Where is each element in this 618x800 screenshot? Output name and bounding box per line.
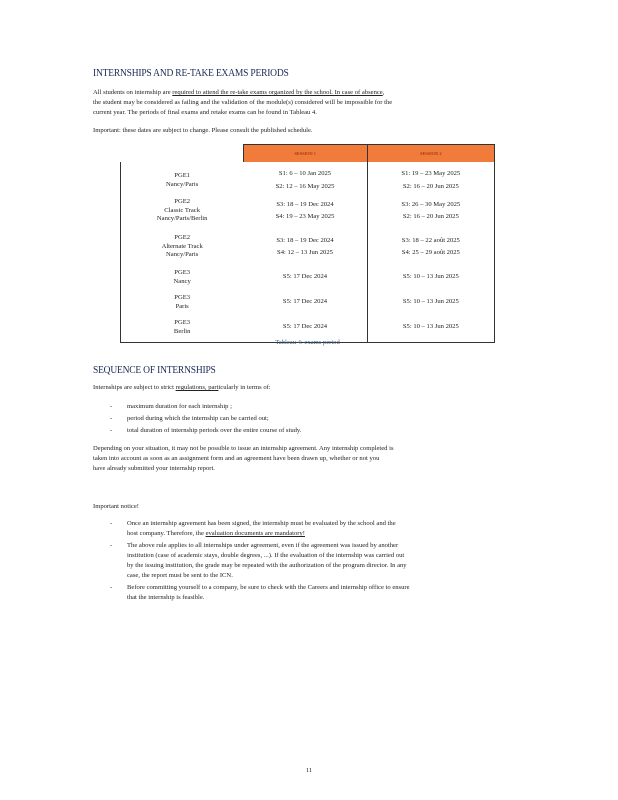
session2-cell: S5: 10 – 13 Jun 2025: [367, 290, 494, 315]
program-cell: PGE3 Paris: [121, 290, 244, 315]
retake-text-line3: current year. The periods of final exams and retake exams can be found in Tableau 4.: [93, 109, 317, 116]
intro-text-underlined: regulations, part: [175, 384, 219, 391]
table-caption: Tableau 4: exams period: [275, 339, 340, 346]
intro-text-a: Internships are subject to strict: [93, 384, 176, 391]
table-row: [121, 265, 495, 290]
session2-cell: S3: 26 – 30 May 2025 S2: 16 – 20 Jun 2025: [367, 193, 494, 229]
list-item: - The above rule applies to all internships under agreement, even if the agreement was issued by another institution (case of academic stays, double degrees, ...). If the evaluation of the internship was carried out by the issuing institution, the grade may be repeated with the authorization of the program director. In any case, the report must be sent to the ICN.: [110, 541, 490, 581]
table-row: [121, 193, 495, 229]
agreement-paragraph: Depending on your situation, it may not be possible to issue an internship agreement. Any internship completed is taken into account as soon as an assignment form and an agreement have been drawn up, whether or not you have already submitted your internship report.: [93, 445, 394, 472]
session2-cell: S5: 10 – 13 Jun 2025: [367, 315, 494, 343]
list-item: - total duration of internship periods over the entire course of study.: [110, 426, 301, 436]
section-title-internships-retake: INTERNSHIPS AND RE-TAKE EXAMS PERIODS: [93, 68, 289, 80]
session2-cell: S1: 19 – 23 May 2025 S2: 16 – 20 Jun 2025: [367, 162, 494, 193]
table-row: [121, 290, 495, 315]
session1-cell: S3: 18 – 19 Dec 2024 S4: 12 – 13 Jun 2025: [243, 229, 367, 265]
session1-cell: S3: 18 – 19 Dec 2024 S4: 19 – 23 May 2025: [243, 193, 367, 229]
notice-list: [110, 519, 490, 605]
table-header-empty: [121, 145, 244, 163]
retake-text-a: All students on internship are: [93, 89, 173, 96]
session1-cell: S5: 17 Dec 2024: [243, 315, 367, 343]
program-cell: PGE3 Berlin: [121, 315, 244, 343]
table-row: [121, 229, 495, 265]
page-number: 11: [305, 767, 313, 774]
list-item: - period during which the internship can be carried out;: [110, 414, 301, 424]
table-header-session2: SESSION 2: [367, 145, 494, 163]
sequence-intro: [93, 383, 271, 393]
regulation-list: [110, 402, 301, 438]
list-item: - maximum duration for each internship ;: [110, 402, 301, 412]
program-cell: PGE3 Nancy: [121, 265, 244, 290]
schedule-warning: Important: these dates are subject to change. Please consult the published schedule.: [93, 127, 313, 134]
program-cell: PGE2 Alternate Track Nancy/Paris: [121, 229, 244, 265]
program-cell: PGE1 Nancy/Paris: [121, 162, 244, 193]
intro-text-b: icularly in terms of:: [218, 384, 271, 391]
session2-cell: S3: 18 – 22 août 2025 S4: 25 – 29 août 2025: [367, 229, 494, 265]
section-title-sequence: SEQUENCE OF INTERNSHIPS: [93, 365, 216, 377]
table-row: [121, 162, 495, 193]
retake-paragraph: [93, 88, 493, 118]
session1-cell: S5: 17 Dec 2024: [243, 265, 367, 290]
session1-cell: S1: 6 – 10 Jan 2025 S2: 12 – 16 May 2025: [243, 162, 367, 193]
retake-text-line2: the student may be considered as failing and the validation of the module(s) considered will be impossible for the: [93, 99, 393, 106]
session2-cell: S5: 10 – 13 Jun 2025: [367, 265, 494, 290]
table-header-session1: SESSION 1: [243, 145, 367, 163]
list-item: - Before committing yourself to a company, be sure to check with the Careers and internship office to ensure that the internship is feasible.: [110, 583, 490, 603]
retake-text-underlined: required to attend the re-take exams organized by the school. In case of absence: [172, 89, 383, 96]
session1-cell: S5: 17 Dec 2024: [243, 290, 367, 315]
program-cell: PGE2 Classic Track Nancy/Paris/Berlin: [121, 193, 244, 229]
important-notice-label: Important notice!: [93, 503, 139, 510]
retake-text-b: ,: [382, 89, 385, 96]
exams-period-table: [120, 144, 495, 343]
list-item: - Once an internship agreement has been signed, the internship must be evaluated by the school and the host company. Therefore, the evaluation documents are mandatory!: [110, 519, 490, 539]
